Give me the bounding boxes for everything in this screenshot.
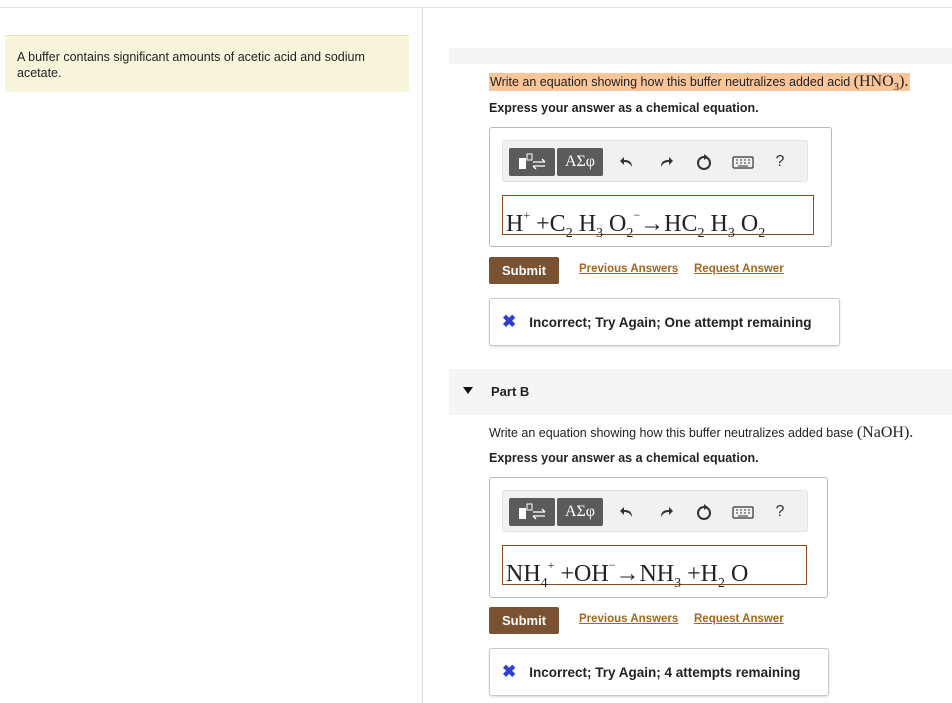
top-rule (0, 7, 952, 8)
greek-symbols-button[interactable] (557, 498, 603, 526)
part-b-prompt (489, 424, 913, 442)
part-b-prompt-text: Write an equation showing how this buffer neutralizes added base (489, 426, 854, 440)
part-a-toolbar (502, 140, 808, 182)
undo-icon[interactable] (616, 501, 638, 523)
part-a-feedback-text: Incorrect; Try Again; One attempt remaining (529, 314, 812, 330)
part-a-header-strip (449, 48, 952, 64)
part-b-answer-box (489, 477, 828, 598)
templates-button[interactable] (509, 498, 555, 526)
part-b-toolbar (502, 490, 808, 532)
part-a-prompt-text: Write an equation showing how this buffer neutralizes added acid (490, 75, 851, 89)
part-a-prompt (489, 73, 910, 93)
problem-statement (5, 35, 409, 92)
part-b-submit-button[interactable]: Submit (489, 607, 559, 634)
keyboard-icon[interactable] (730, 501, 756, 523)
collapse-caret-icon[interactable] (463, 387, 473, 394)
greek-symbols-icon: ΑΣφ (564, 153, 596, 170)
problem-text: A buffer contains significant amounts of acetic acid and sodium acetate. (17, 50, 365, 80)
undo-icon[interactable] (616, 151, 638, 173)
part-a-submit-button[interactable]: Submit (489, 257, 559, 284)
reset-icon[interactable] (693, 501, 715, 523)
part-b-equation-input[interactable]: $NH_4^+ +OH^-\to NH_3 +H_2$ O (502, 545, 807, 585)
part-b-instructions: Express your answer as a chemical equation. (489, 451, 759, 465)
part-b-title: Part B (491, 384, 530, 399)
part-a-equation-input[interactable]: $H^+ +C_2$ $H_3$ $O_2^-\to HC_2$ $H_3$ $O_2$ (502, 195, 814, 235)
incorrect-icon: ✖ (502, 312, 517, 331)
part-a-feedback (489, 298, 840, 346)
templates-icon (515, 502, 549, 522)
templates-button[interactable] (509, 148, 555, 176)
part-b-reagent: (NaOH). (856, 424, 914, 441)
part-b-header[interactable] (449, 369, 952, 415)
part-b-previous-answers-link[interactable]: Previous Answers (579, 613, 679, 625)
part-a-reagent: $(HNO_3)$. (853, 73, 909, 94)
part-a-request-answer-link[interactable]: Request Answer (694, 263, 784, 275)
part-a-previous-answers-link[interactable]: Previous Answers (579, 263, 679, 275)
part-b-feedback (489, 648, 829, 696)
incorrect-icon: ✖ (502, 662, 517, 681)
part-a-prompt-highlight (489, 73, 910, 94)
keyboard-icon[interactable] (730, 151, 756, 173)
redo-icon[interactable] (655, 501, 677, 523)
greek-symbols-button[interactable] (557, 148, 603, 176)
part-a-answer-box (489, 127, 832, 247)
templates-icon (515, 152, 549, 172)
reset-icon[interactable] (693, 151, 715, 173)
redo-icon[interactable] (655, 151, 677, 173)
part-b-request-answer-link[interactable]: Request Answer (694, 613, 784, 625)
greek-symbols-icon: ΑΣφ (564, 503, 596, 520)
help-icon[interactable]: ? (775, 503, 785, 520)
help-icon[interactable]: ? (775, 153, 785, 170)
part-b-feedback-text: Incorrect; Try Again; 4 attempts remaining (529, 664, 801, 680)
part-a-instructions: Express your answer as a chemical equation. (489, 101, 759, 115)
column-divider (422, 8, 423, 703)
